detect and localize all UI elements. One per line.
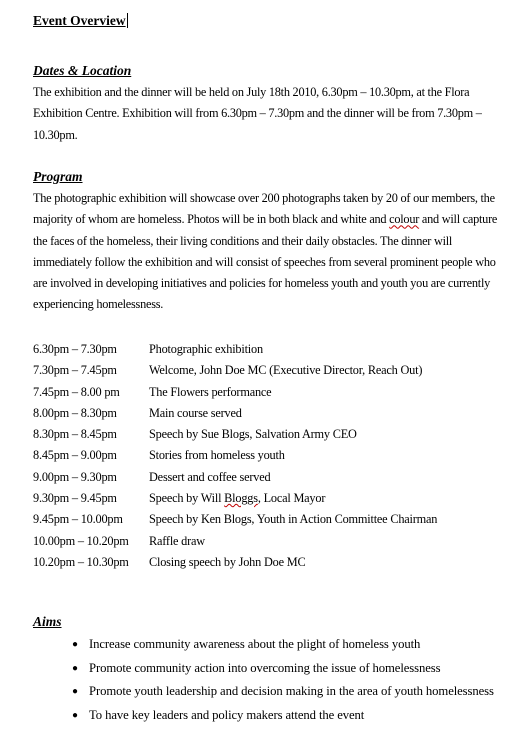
schedule-item: Dessert and coffee served [149, 469, 271, 484]
schedule-row [33, 360, 513, 381]
schedule-time: 6.30pm – 7.30pm [33, 342, 117, 356]
paragraph-line: 10.30pm. [33, 127, 78, 142]
schedule-row [33, 403, 513, 424]
paragraph-line: experiencing homelessness. [33, 297, 164, 312]
aim-text: Promote community action into overcoming the issue of homelessness [89, 660, 441, 675]
aims-list-item [72, 680, 517, 704]
aims-list [72, 633, 517, 727]
schedule-item: Main course served [149, 405, 242, 420]
schedule-time: 8.30pm – 8.45pm [33, 427, 117, 442]
dates-location-heading: Dates & Location [33, 63, 132, 78]
schedule-row [33, 509, 513, 530]
aim-text: Increase community awareness about the plight of homeless youth [89, 637, 421, 651]
schedule-item: Speech by Sue Blogs, Salvation Army CEO [149, 427, 357, 442]
schedule-row [33, 488, 513, 509]
schedule-item: Raffle draw [149, 533, 205, 548]
schedule-item: Speech by Will Bloggs, Local Mayor [149, 491, 326, 506]
schedule-time: 9.00pm – 9.30pm [33, 469, 117, 484]
schedule-time: 7.45pm – 8.00 pm [33, 384, 120, 399]
program-heading: Program [33, 169, 83, 184]
schedule-item: The Flowers performance [149, 384, 272, 399]
paragraph-line: the faces of the homeless, their living conditions and their daily obstacles. The dinner will [33, 233, 453, 248]
schedule-item: Photographic exhibition [149, 342, 263, 356]
paragraph-line: Exhibition Centre. Exhibition will from 6.30pm – 7.30pm and the dinner will be from 7.30pm – [33, 106, 482, 121]
schedule-time: 10.20pm – 10.30pm [33, 554, 129, 569]
paragraph-line: are involved in developing initiatives and policies for homeless youth and youth you are currently [33, 276, 491, 291]
text-cursor [127, 13, 129, 28]
schedule-row [33, 339, 513, 360]
schedule-item: Closing speech by John Doe MC [149, 554, 306, 569]
bullet-icon: ● [72, 639, 78, 650]
aims-list-item [72, 657, 517, 681]
page-title: Event Overview [33, 13, 128, 29]
bullet-icon: ● [72, 662, 78, 674]
schedule-time: 7.30pm – 7.45pm [33, 363, 117, 378]
schedule-time: 8.45pm – 9.00pm [33, 448, 117, 463]
schedule-time: 9.30pm – 9.45pm [33, 491, 117, 506]
schedule-row [33, 531, 513, 552]
schedule-item: Speech by Ken Blogs, Youth in Action Committee Chairman [149, 512, 438, 527]
schedule-time: 9.45pm – 10.00pm [33, 512, 123, 527]
program-paragraph [33, 188, 513, 316]
aim-text: To have key leaders and policy makers attend the event [89, 707, 365, 722]
paragraph-line: majority of whom are homeless. Photos will be in both black and white and colour and will capture [33, 212, 498, 227]
aims-heading: Aims [33, 614, 62, 629]
schedule-time: 8.00pm – 8.30pm [33, 405, 117, 420]
paragraph-line: The photographic exhibition will showcase over 200 photographs taken by 20 of our members, the [33, 191, 495, 205]
schedule-row [33, 552, 513, 573]
paragraph-line: immediately follow the exhibition and will consist of speeches from several prominent people who [33, 254, 496, 269]
schedule-row [33, 424, 513, 445]
paragraph-line: The exhibition and the dinner will be held on July 18th 2010, 6.30pm – 10.30pm, at the Flora [33, 85, 470, 99]
schedule-item: Stories from homeless youth [149, 448, 285, 463]
aims-list-item [72, 633, 517, 657]
schedule-time: 10.00pm – 10.20pm [33, 533, 129, 548]
schedule-row [33, 382, 513, 403]
schedule-row [33, 445, 513, 466]
schedule-item: Welcome, John Doe MC (Executive Director, Reach Out) [149, 363, 423, 378]
schedule-row [33, 467, 513, 488]
dates-location-paragraph [33, 82, 513, 146]
bullet-icon: ● [72, 709, 78, 721]
program-schedule [33, 339, 513, 573]
aim-text: Promote youth leadership and decision making in the area of youth homelessness [89, 684, 494, 698]
bullet-icon: ● [72, 686, 78, 697]
aims-list-item [72, 704, 517, 728]
